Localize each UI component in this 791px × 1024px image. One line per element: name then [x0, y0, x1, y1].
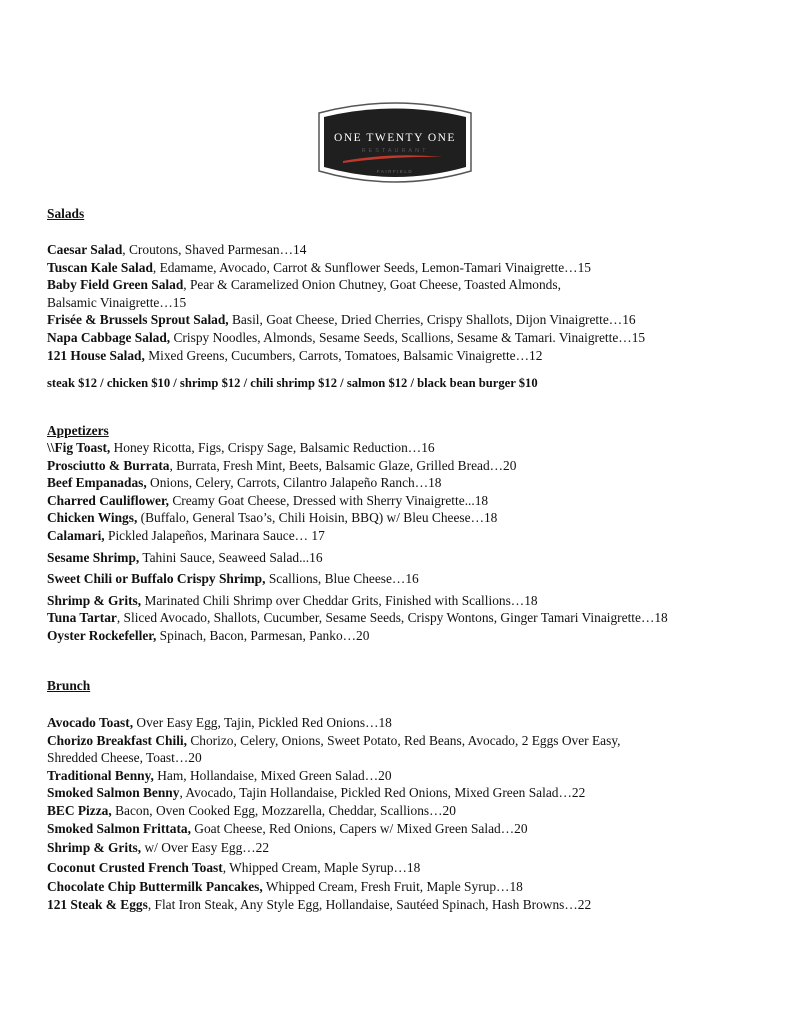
item-name: Avocado Toast, — [47, 715, 134, 730]
item-desc: Whipped Cream, Fresh Fruit, Maple Syrup…18 — [262, 879, 523, 895]
menu-item — [47, 767, 621, 785]
item-desc: Chorizo, Celery, Onions, Sweet Potato, Red Beans, Avocado, 2 Eggs Over Easy, — [186, 732, 621, 748]
menu-item — [47, 549, 668, 567]
item-name: Tuscan Kale Salad — [47, 259, 153, 275]
menu-item — [47, 329, 645, 347]
item-desc: Bacon, Oven Cooked Egg, Mozzarella, Cheddar, Scallions…20 — [111, 802, 456, 818]
menu-item — [47, 439, 668, 457]
menu-item — [47, 592, 668, 610]
appetizers-list — [47, 439, 668, 645]
item-name: 121 Steak & Eggs — [47, 896, 148, 912]
menu-item — [47, 896, 621, 914]
item-desc: Mixed Greens, Cucumbers, Carrots, Tomatoes, Balsamic Vinaigrette…12 — [144, 347, 543, 363]
item-desc: Basil, Goat Cheese, Dried Cherries, Crispy Shallots, Dijon Vinaigrette…16 — [228, 312, 636, 328]
item-name: Calamari, — [47, 527, 105, 543]
item-name: Shrimp & Grits, — [47, 592, 142, 608]
menu-item — [47, 276, 645, 311]
item-desc: w/ Over Easy Egg…22 — [141, 840, 270, 856]
menu-item — [47, 732, 621, 767]
item-name: Caesar Salad — [47, 242, 123, 257]
item-desc: Crispy Noodles, Almonds, Sesame Seeds, Scallions, Sesame & Tamari. Vinaigrette…15 — [170, 329, 646, 345]
item-name: Chicken Wings, — [47, 510, 138, 526]
menu-item — [47, 627, 668, 645]
menu-item — [47, 609, 668, 627]
brunch-list — [47, 714, 621, 914]
item-name: Coconut Crusted French Toast — [47, 859, 223, 875]
item-desc: , Sliced Avocado, Shallots, Cucumber, Sesame Seeds, Crispy Wontons, Ginger Tamari Vinaigrette…18 — [116, 610, 668, 626]
item-desc: Goat Cheese, Red Onions, Capers w/ Mixed Green Salad…20 — [190, 820, 528, 836]
item-desc: , Croutons, Shaved Parmesan…14 — [122, 242, 307, 257]
item-name: 121 House Salad, — [47, 347, 145, 363]
item-name: Prosciutto & Burrata — [47, 457, 170, 473]
logo-tagline: RESTAURANT — [361, 148, 429, 154]
item-desc: , Avocado, Tajin Hollandaise, Pickled Red Onions, Mixed Green Salad…22 — [179, 785, 586, 801]
menu-item — [47, 570, 668, 588]
item-name: Smoked Salmon Frittata, — [47, 820, 191, 836]
item-desc: Onions, Celery, Carrots, Cilantro Jalapeño Ranch…18 — [146, 475, 442, 491]
item-desc: Marinated Chili Shrimp over Cheddar Grits, Finished with Scallions…18 — [141, 592, 538, 608]
salads-list — [47, 241, 645, 364]
item-name: Tuna Tartar — [47, 610, 117, 626]
item-name: Charred Cauliflower, — [47, 492, 169, 508]
logo-badge — [313, 97, 477, 192]
item-name: Chocolate Chip Buttermilk Pancakes, — [47, 879, 263, 895]
item-desc: , Flat Iron Steak, Any Style Egg, Hollandaise, Sautéed Spinach, Hash Browns…22 — [147, 896, 592, 912]
protein-addons: steak $12 / chicken $10 / shrimp $12 / chili shrimp $12 / salmon $12 / black bean burger $10 — [47, 376, 538, 390]
item-desc: Scallions, Blue Cheese…16 — [265, 571, 419, 587]
restaurant-logo — [313, 97, 477, 192]
item-desc-continued: Balsamic Vinaigrette…15 — [47, 294, 187, 310]
item-desc: Tahini Sauce, Seaweed Salad...16 — [139, 549, 323, 565]
menu-item — [47, 839, 621, 857]
item-desc: , Burrata, Fresh Mint, Beets, Balsamic Glaze, Grilled Bread…20 — [169, 457, 517, 473]
item-desc-continued: Shredded Cheese, Toast…20 — [47, 750, 202, 766]
item-desc: Ham, Hollandaise, Mixed Green Salad…20 — [153, 767, 392, 783]
item-name: Beef Empanadas, — [47, 475, 147, 491]
item-name: Chorizo Breakfast Chili, — [47, 732, 187, 748]
logo-location: FAIRFIELD — [376, 169, 414, 174]
item-name: Smoked Salmon Benny — [47, 785, 180, 801]
item-desc: , Pear & Caramelized Onion Chutney, Goat Cheese, Toasted Almonds, — [183, 277, 561, 293]
item-name: Sesame Shrimp, — [47, 549, 140, 565]
menu-item — [47, 347, 645, 365]
item-name: Shrimp & Grits, — [47, 840, 142, 856]
menu-item — [47, 241, 645, 259]
item-desc: (Buffalo, General Tsao’s, Chili Hoisin, BBQ) w/ Bleu Cheese…18 — [137, 510, 498, 526]
menu-item — [47, 259, 645, 277]
item-name: \\Fig Toast, — [47, 440, 111, 455]
item-name: Oyster Rockefeller, — [47, 627, 157, 643]
item-desc: Honey Ricotta, Figs, Crispy Sage, Balsamic Reduction…16 — [110, 440, 435, 455]
item-desc: Spinach, Bacon, Parmesan, Panko…20 — [156, 627, 370, 643]
item-desc: , Whipped Cream, Maple Syrup…18 — [222, 859, 421, 875]
item-name: Baby Field Green Salad — [47, 277, 184, 293]
item-name: BEC Pizza, — [47, 802, 112, 818]
menu-item — [47, 802, 621, 820]
menu-item — [47, 457, 668, 475]
menu-item — [47, 527, 668, 545]
item-name: Traditional Benny, — [47, 767, 154, 783]
item-desc: Creamy Goat Cheese, Dressed with Sherry Vinaigrette...18 — [169, 492, 489, 508]
item-desc: , Edamame, Avocado, Carrot & Sunflower Seeds, Lemon-Tamari Vinaigrette…15 — [152, 259, 591, 275]
menu-item — [47, 509, 668, 527]
item-name: Napa Cabbage Salad, — [47, 329, 171, 345]
menu-item — [47, 820, 621, 838]
menu-item — [47, 474, 668, 492]
menu-item — [47, 311, 645, 329]
brunch-heading: Brunch — [47, 678, 91, 693]
salads-heading: Salads — [47, 206, 85, 221]
menu-item — [47, 492, 668, 510]
item-desc: Pickled Jalapeños, Marinara Sauce… 17 — [104, 527, 325, 543]
menu-item — [47, 714, 621, 732]
item-desc: Over Easy Egg, Tajin, Pickled Red Onions…18 — [133, 715, 392, 730]
item-name: Frisée & Brussels Sprout Salad, — [47, 312, 229, 328]
menu-item — [47, 878, 621, 896]
appetizers-heading: Appetizers — [47, 423, 109, 438]
logo-name: ONE TWENTY ONE — [334, 132, 456, 144]
item-name: Sweet Chili or Buffalo Crispy Shrimp, — [47, 571, 266, 587]
menu-item — [47, 784, 621, 802]
menu-item — [47, 859, 621, 877]
